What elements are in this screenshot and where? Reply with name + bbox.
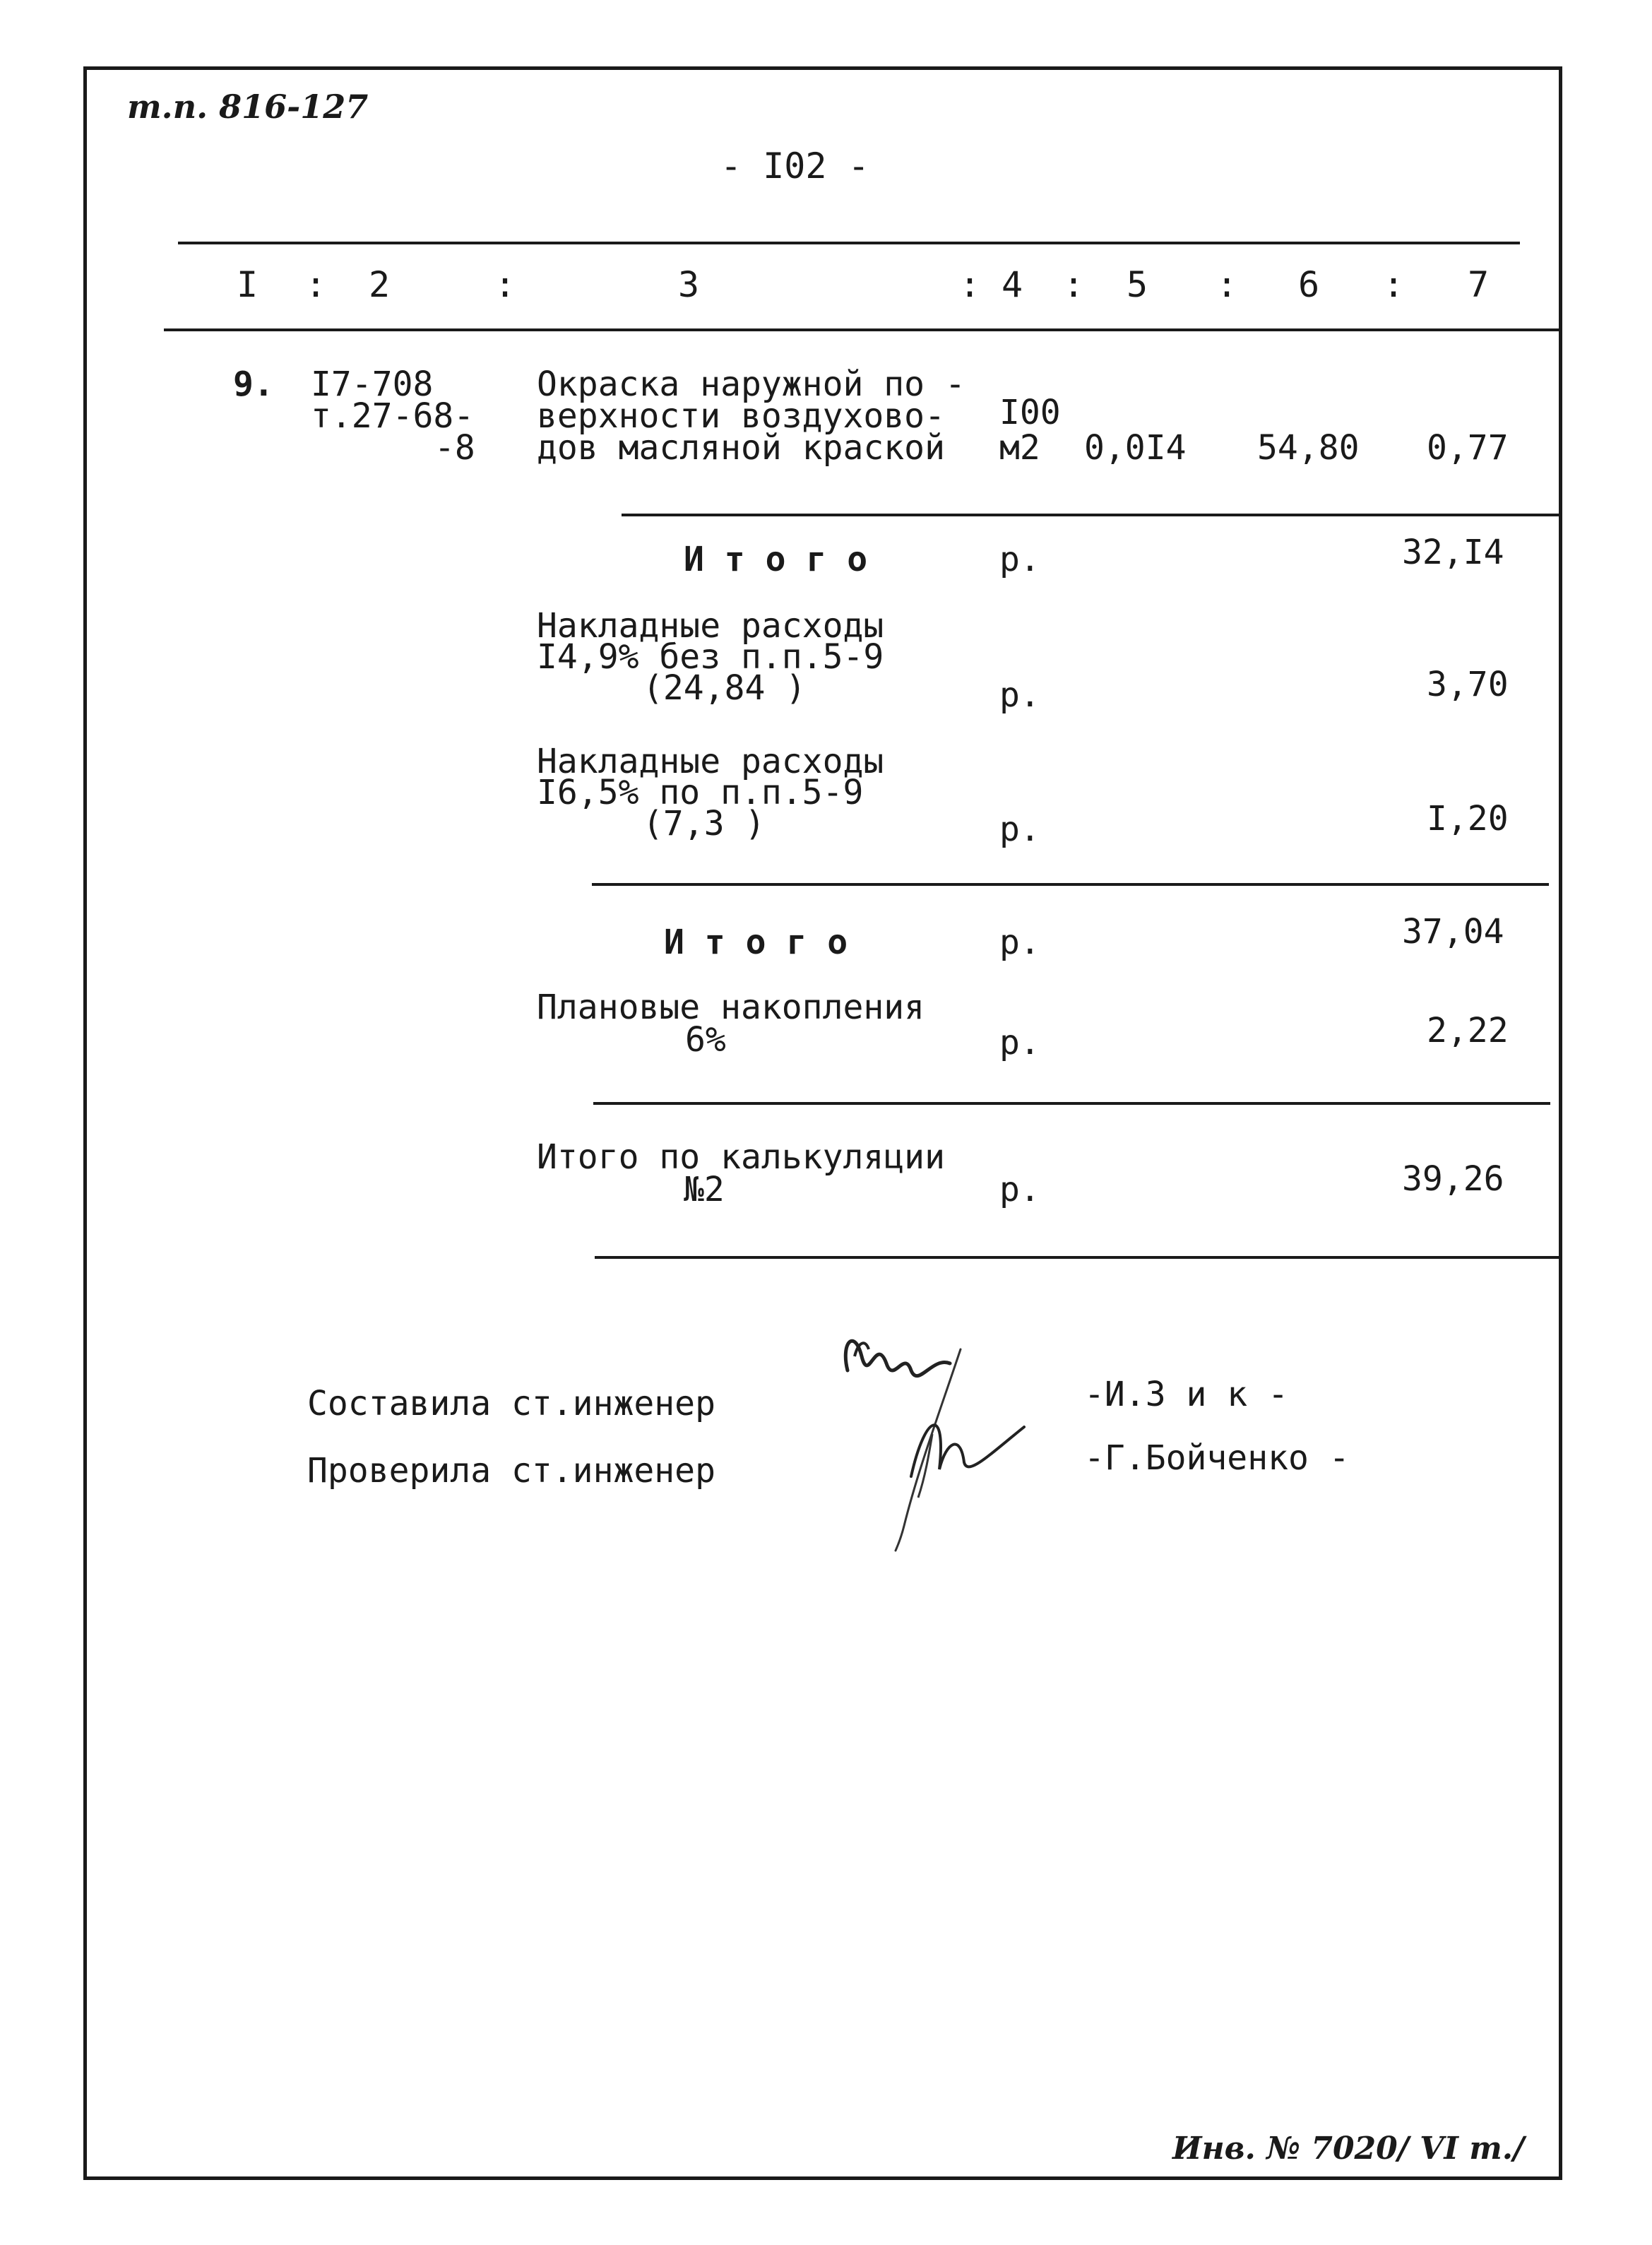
item-total: 0,77 (1427, 428, 1509, 468)
table-top-rule (178, 242, 1520, 244)
item-desc-line1: Окраска наружной по - (537, 365, 965, 404)
itogo2-value: 37,04 (1402, 912, 1504, 952)
plan-value: 2,22 (1427, 1011, 1509, 1050)
col-header-5: 5 (1127, 264, 1148, 305)
itogo1-value: 32,I4 (1402, 533, 1504, 572)
subtotal-rule (592, 883, 1549, 886)
overhead1-value: 3,70 (1427, 665, 1509, 704)
col-header-4: 4 (1002, 264, 1023, 305)
plan-rule (593, 1102, 1550, 1105)
overhead2-line1: Накладные расходы (537, 742, 884, 781)
compiled-by-label: Составила ст.инженер (307, 1384, 715, 1423)
plan-line2: 6% (685, 1020, 726, 1060)
col-sep: : (1063, 264, 1085, 305)
item-number: 9. (233, 365, 274, 404)
item-desc-line2: верхности воздухово- (537, 396, 945, 436)
col-sep: : (494, 264, 516, 305)
overhead2-line3: (7,3 ) (643, 804, 766, 843)
item-price: 54,80 (1257, 428, 1360, 468)
plan-line1: Плановые накопления (537, 988, 925, 1027)
col-sep: : (305, 264, 327, 305)
item-code-line2: т.27-68- (311, 396, 475, 436)
col-sep: : (1216, 264, 1238, 305)
itogo2-unit: р. (999, 923, 1040, 962)
compiled-by-name: -И.З и к - (1084, 1375, 1288, 1414)
col-sep: : (1383, 264, 1405, 305)
overhead2-value: I,20 (1427, 799, 1509, 839)
item-rule (622, 514, 1562, 516)
total-rule (595, 1256, 1562, 1259)
itogo1-unit: р. (999, 540, 1040, 579)
item-unit-line1: I00 (999, 393, 1061, 432)
col-header-1: I (237, 264, 259, 305)
doc-reference: т.п. 816-127 (127, 88, 369, 126)
overhead2-line2: I6,5% по п.п.5-9 (537, 773, 864, 812)
overhead1-line2: I4,9% без п.п.5-9 (537, 637, 884, 677)
col-header-2: 2 (369, 264, 391, 305)
table-header-rule (164, 328, 1562, 331)
col-sep: : (959, 264, 981, 305)
col-header-3: 3 (678, 264, 700, 305)
checked-by-label: Проверила ст.инженер (307, 1451, 715, 1491)
page-number: - I02 - (720, 146, 869, 186)
overhead1-line1: Накладные расходы (537, 606, 884, 646)
col-header-7: 7 (1468, 264, 1490, 305)
total-line2: №2 (684, 1170, 725, 1209)
itogo2-label: И т о г о (664, 923, 848, 962)
item-desc-line3: дов масляной краской (537, 428, 945, 468)
overhead1-line3: (24,84 ) (643, 668, 807, 708)
signature-image (826, 1314, 1038, 1554)
total-unit: р. (999, 1170, 1040, 1209)
itogo1-label: И т о г о (684, 540, 868, 579)
overhead1-unit: р. (999, 675, 1040, 715)
inventory-number: Инв. № 7020/ VI т./ (1172, 2131, 1525, 2167)
total-value: 39,26 (1402, 1159, 1504, 1199)
item-unit-line2: м2 (999, 428, 1040, 468)
plan-unit: р. (999, 1023, 1040, 1062)
total-line1: Итого по калькуляции (537, 1137, 945, 1177)
overhead2-unit: р. (999, 810, 1040, 849)
item-code-line3: -8 (434, 428, 475, 468)
item-code-line1: I7-708 (311, 365, 434, 404)
item-quantity: 0,0I4 (1084, 428, 1187, 468)
col-header-6: 6 (1298, 264, 1320, 305)
checked-by-name: -Г.Бойченко - (1084, 1438, 1350, 1478)
